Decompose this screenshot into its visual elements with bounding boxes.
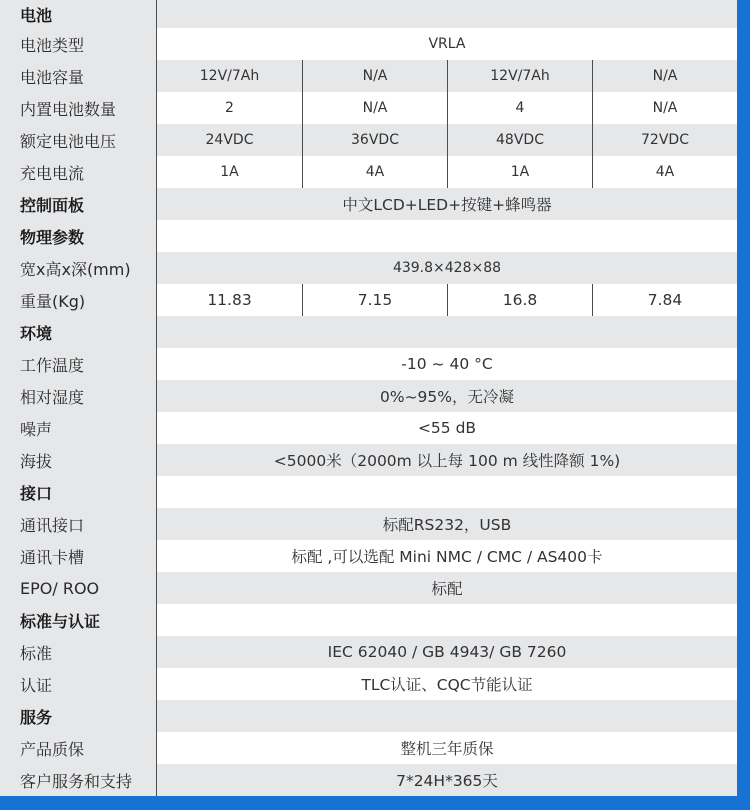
table-row [0,764,737,796]
row-label: 充电电流 [0,156,157,188]
row-label: 工作温度 [0,348,157,380]
row-label: 通讯接口 [0,508,157,540]
value-cell: 4A [302,156,447,188]
row-label: 客户服务和支持 [0,764,157,796]
table-row [0,60,737,92]
table-row [0,540,737,572]
value-cell: 中文LCD+LED+按键+蜂鸣器 [342,196,552,214]
table-row [0,28,737,60]
empty-cells [157,316,737,348]
value-cell: 4 [447,92,592,124]
table-row [0,444,737,476]
row-label: 产品质保 [0,732,157,764]
value-cell: 12V/7Ah [447,60,592,92]
table-row [0,636,737,668]
section-row-interface [0,476,737,508]
value-cell: 7*24H*365天 [396,772,498,790]
row-label: 噪声 [0,412,157,444]
value-cell: VRLA [428,36,466,52]
value-cell: 7.84 [592,284,737,316]
value-cell: 整机三年质保 [400,740,494,758]
table-row [0,508,737,540]
value-cell: 12V/7Ah [199,68,260,84]
table-row [0,732,737,764]
value-cell: -10 ~ 40 °C [401,355,493,373]
value-cell: 36VDC [302,124,447,156]
value-cell: <5000米（2000m 以上每 100 m 线性降额 1%) [273,452,621,470]
value-cell: IEC 62040 / GB 4943/ GB 7260 [327,643,567,661]
section-label: 电池 [0,0,157,28]
empty-cells [157,220,737,252]
row-label: 宽x高x深(mm) [0,252,157,284]
value-cell: 72VDC [592,124,737,156]
table-row [0,412,737,444]
row-label: 重量(Kg) [0,284,157,316]
table-row [0,348,737,380]
section-row-physical [0,220,737,252]
value-cell: 48VDC [447,124,592,156]
section-label: 环境 [0,316,157,348]
value-cell: 0%~95%，无冷凝 [379,388,515,406]
section-label: 控制面板 [0,188,157,220]
value-cell: <55 dB [417,419,477,437]
row-label: 电池容量 [0,60,157,92]
table-row [0,380,737,412]
value-cell: N/A [302,92,447,124]
value-cell: 7.15 [302,284,447,316]
value-cell: 16.8 [447,284,592,316]
table-row [0,668,737,700]
row-label: 额定电池电压 [0,124,157,156]
section-label: 标准与认证 [0,604,157,636]
empty-cells [157,476,737,508]
value-cell: 11.83 [207,291,252,309]
value-cell: 1A [220,164,239,180]
section-label: 物理参数 [0,220,157,252]
value-cell: 标配RS232，USB [382,516,512,534]
section-row-standards [0,604,737,636]
value-cell: 439.8×428×88 [392,260,502,276]
row-label: 相对湿度 [0,380,157,412]
section-row-environment [0,316,737,348]
section-row-service [0,700,737,732]
value-cell: 4A [592,156,737,188]
row-label: 认证 [0,668,157,700]
section-row-battery [0,0,737,28]
row-label: 通讯卡槽 [0,540,157,572]
table-row [0,252,737,284]
value-cell: N/A [592,92,737,124]
value-cell: 标配 [431,580,463,598]
section-row-control-panel [0,188,737,220]
row-label: 电池类型 [0,28,157,60]
section-label: 接口 [0,476,157,508]
value-cell: 1A [447,156,592,188]
value-cell: 24VDC [205,132,254,148]
value-cell: N/A [302,60,447,92]
value-cell: N/A [592,60,737,92]
table-row [0,156,737,188]
row-label: 标准 [0,636,157,668]
row-label: 海拔 [0,444,157,476]
value-cell: 2 [225,100,234,116]
empty-cells [157,700,737,732]
section-label: 服务 [0,700,157,732]
value-cell: TLC认证、CQC节能认证 [361,676,533,694]
table-row [0,572,737,604]
table-row [0,284,737,316]
table-row [0,124,737,156]
empty-cells [157,604,737,636]
value-cell: 标配 ,可以选配 Mini NMC / CMC / AS400卡 [291,548,603,566]
row-label: EPO/ ROO [0,572,157,604]
row-label: 内置电池数量 [0,92,157,124]
empty-cells [157,0,737,28]
table-row [0,92,737,124]
